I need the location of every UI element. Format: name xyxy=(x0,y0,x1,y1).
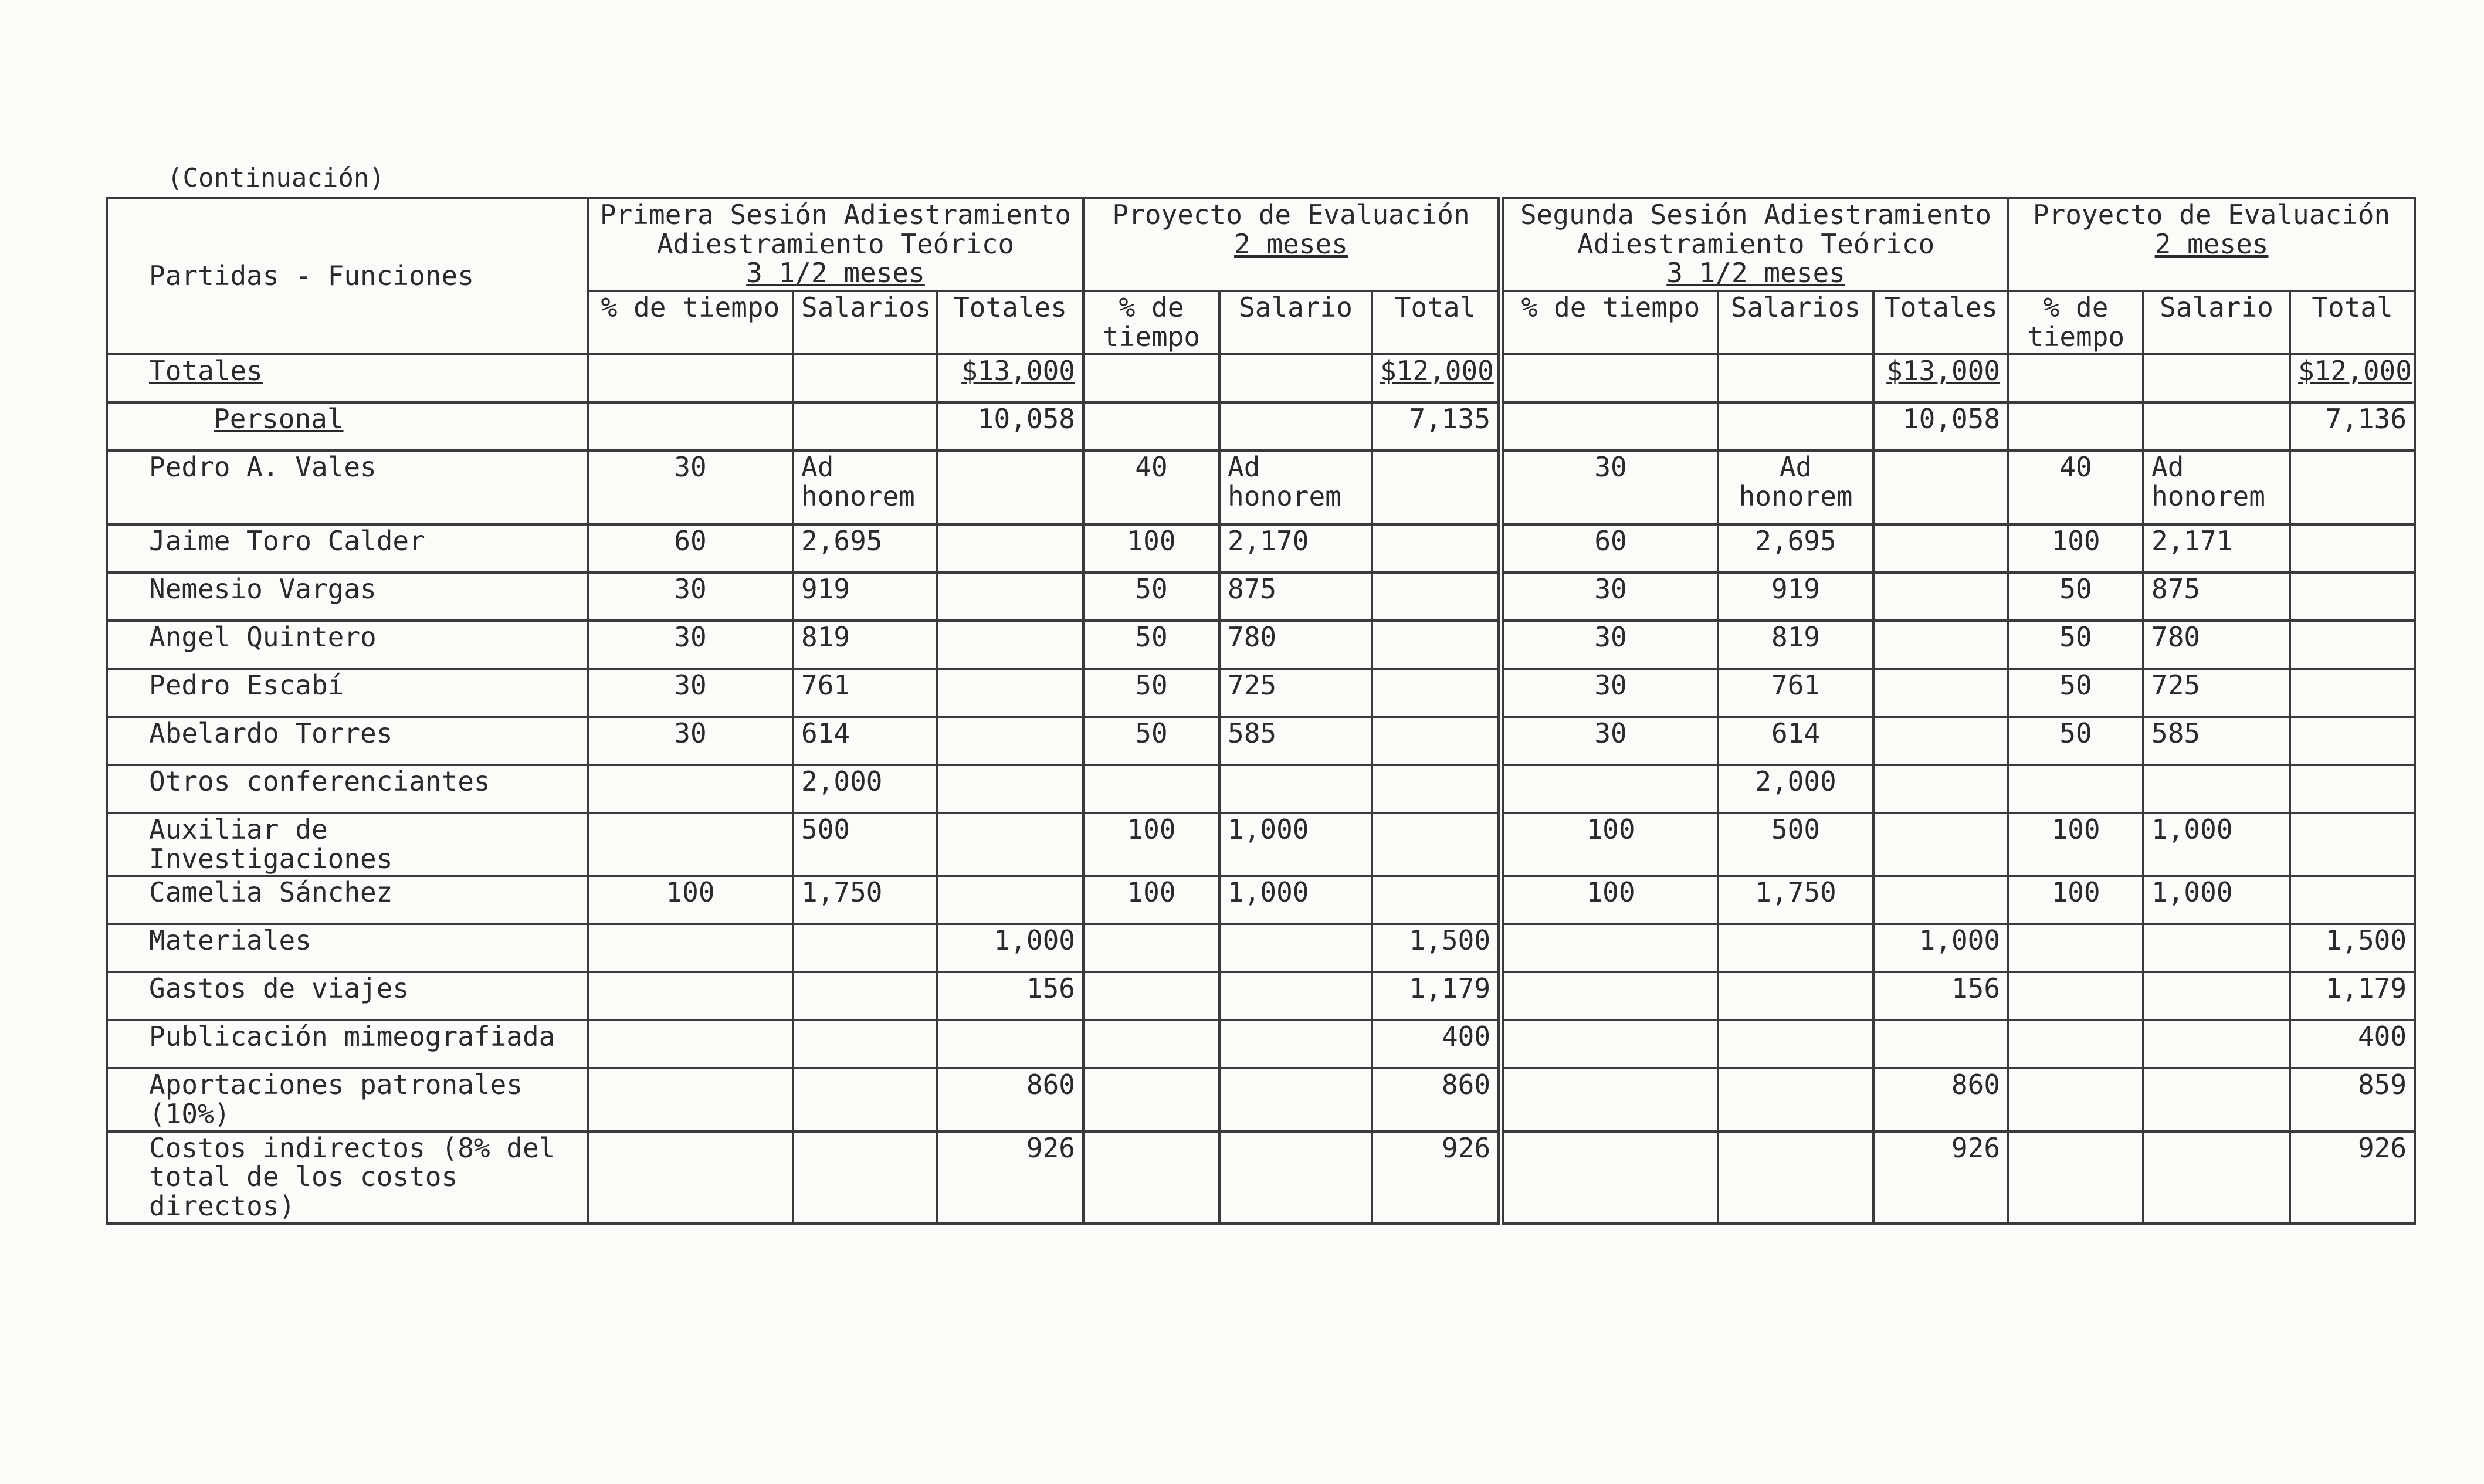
table-cell: Ad honorem xyxy=(793,450,937,524)
table-cell: 725 xyxy=(1219,669,1372,717)
table-cell xyxy=(937,669,1083,717)
section-4-title: Proyecto de Evaluación xyxy=(2032,199,2391,231)
table-cell xyxy=(2008,972,2143,1020)
table-cell xyxy=(2008,1068,2143,1131)
header-partidas: Partidas - Funciones xyxy=(107,198,588,354)
table-cell: 819 xyxy=(793,621,937,669)
table-cell: 2,000 xyxy=(1718,765,1873,813)
table-cell: 819 xyxy=(1718,621,1873,669)
table-cell xyxy=(1219,1068,1372,1131)
table-cell xyxy=(2008,354,2143,402)
table-cell: 875 xyxy=(2143,572,2290,621)
table-cell xyxy=(2008,402,2143,450)
table-cell xyxy=(1873,765,2008,813)
table-row xyxy=(107,765,2415,813)
budget-body xyxy=(107,354,2415,1224)
s2-col-salario: Salario xyxy=(1219,291,1372,354)
table-cell: 585 xyxy=(1219,717,1372,765)
table-cell xyxy=(1083,402,1219,450)
s1-col-salarios: Salarios xyxy=(793,291,937,354)
table-cell xyxy=(1372,765,1501,813)
table-cell: 860 xyxy=(1873,1068,2008,1131)
table-cell: 30 xyxy=(588,450,793,524)
table-cell: 100 xyxy=(2008,524,2143,572)
table-cell xyxy=(937,765,1083,813)
header-section-4 xyxy=(2008,198,2415,291)
table-cell xyxy=(2290,450,2415,524)
table-cell: 614 xyxy=(793,717,937,765)
table-cell xyxy=(793,1068,937,1131)
table-cell xyxy=(793,402,937,450)
table-cell: $12,000 xyxy=(2290,354,2415,402)
table-cell xyxy=(588,765,793,813)
table-row xyxy=(107,621,2415,669)
table-cell xyxy=(1873,876,2008,924)
table-cell: 1,000 xyxy=(2143,813,2290,876)
table-row xyxy=(107,813,2415,876)
table-cell xyxy=(1718,1068,1873,1131)
table-cell xyxy=(1873,450,2008,524)
table-cell xyxy=(1372,813,1501,876)
table-cell: $12,000 xyxy=(1372,354,1501,402)
table-cell xyxy=(2143,765,2290,813)
table-cell xyxy=(1372,572,1501,621)
table-cell xyxy=(937,524,1083,572)
table-cell: 60 xyxy=(1501,524,1718,572)
table-cell xyxy=(1873,813,2008,876)
table-cell: 30 xyxy=(588,621,793,669)
table-cell xyxy=(1873,717,2008,765)
table-cell xyxy=(1501,402,1718,450)
table-cell xyxy=(2290,813,2415,876)
row-label: Auxiliar de Investigaciones xyxy=(107,813,588,876)
table-row xyxy=(107,354,2415,402)
table-cell xyxy=(937,876,1083,924)
table-cell: 60 xyxy=(588,524,793,572)
row-label: Publicación mimeografiada xyxy=(107,1020,588,1068)
table-cell: 919 xyxy=(793,572,937,621)
row-label: Angel Quintero xyxy=(107,621,588,669)
table-cell: 50 xyxy=(2008,717,2143,765)
table-row xyxy=(107,1068,2415,1131)
table-cell xyxy=(1873,669,2008,717)
s1-col-tiempo: % de tiempo xyxy=(588,291,793,354)
table-cell: 585 xyxy=(2143,717,2290,765)
table-cell: 100 xyxy=(2008,813,2143,876)
s4-col-salario: Salario xyxy=(2143,291,2290,354)
table-cell xyxy=(2290,524,2415,572)
row-label: Abelardo Torres xyxy=(107,717,588,765)
table-cell: 7,136 xyxy=(2290,402,2415,450)
section-4-duration: 2 meses xyxy=(2154,228,2269,260)
header-section-1 xyxy=(588,198,1083,291)
table-cell xyxy=(793,354,937,402)
table-cell: 100 xyxy=(1083,813,1219,876)
table-cell xyxy=(2143,354,2290,402)
row-label: Totales xyxy=(107,354,588,402)
table-cell xyxy=(1873,621,2008,669)
table-cell xyxy=(1873,572,2008,621)
table-cell: 100 xyxy=(588,876,793,924)
table-cell: 926 xyxy=(2290,1131,2415,1224)
continuation-label: (Continuación) xyxy=(167,163,385,193)
table-cell: 860 xyxy=(1372,1068,1501,1131)
table-cell: 30 xyxy=(588,717,793,765)
table-cell: 2,695 xyxy=(793,524,937,572)
table-cell xyxy=(1219,924,1372,972)
table-cell: 50 xyxy=(1083,572,1219,621)
table-cell xyxy=(1219,1131,1372,1224)
table-cell xyxy=(2290,669,2415,717)
table-row xyxy=(107,572,2415,621)
table-cell xyxy=(937,813,1083,876)
table-cell xyxy=(2008,1131,2143,1224)
section-2-title: Proyecto de Evaluación xyxy=(1112,199,1470,231)
table-cell xyxy=(588,402,793,450)
table-cell xyxy=(1083,354,1219,402)
table-cell: 2,695 xyxy=(1718,524,1873,572)
table-cell xyxy=(1873,1020,2008,1068)
table-cell xyxy=(1873,524,2008,572)
table-row xyxy=(107,1020,2415,1068)
table-cell xyxy=(1501,924,1718,972)
table-cell xyxy=(1718,924,1873,972)
table-cell xyxy=(1372,876,1501,924)
header-section-2 xyxy=(1083,198,1501,291)
table-cell xyxy=(937,717,1083,765)
table-cell xyxy=(1501,1131,1718,1224)
table-cell xyxy=(588,813,793,876)
table-cell xyxy=(1083,972,1219,1020)
table-cell: 156 xyxy=(937,972,1083,1020)
table-row xyxy=(107,669,2415,717)
table-row xyxy=(107,972,2415,1020)
s1-col-totales: Totales xyxy=(937,291,1083,354)
table-cell: 1,000 xyxy=(1219,876,1372,924)
table-cell xyxy=(2290,876,2415,924)
table-cell xyxy=(1219,354,1372,402)
row-label: Jaime Toro Calder xyxy=(107,524,588,572)
table-cell xyxy=(2290,621,2415,669)
row-label: Materiales xyxy=(107,924,588,972)
table-cell xyxy=(1083,1020,1219,1068)
table-cell: 40 xyxy=(1083,450,1219,524)
table-cell xyxy=(588,1068,793,1131)
table-cell xyxy=(2008,924,2143,972)
s4-col-tiempo: % de tiempo xyxy=(2008,291,2143,354)
table-cell: 500 xyxy=(793,813,937,876)
table-cell xyxy=(1083,1131,1219,1224)
table-cell xyxy=(1501,1068,1718,1131)
table-row xyxy=(107,717,2415,765)
table-cell xyxy=(1718,402,1873,450)
header-row-sections xyxy=(107,198,2415,291)
table-cell xyxy=(1372,450,1501,524)
s2-col-total: Total xyxy=(1372,291,1501,354)
section-3-title: Segunda Sesión Adiestramiento xyxy=(1520,199,1992,231)
table-cell: 400 xyxy=(2290,1020,2415,1068)
table-cell: 10,058 xyxy=(937,402,1083,450)
table-cell: 761 xyxy=(1718,669,1873,717)
table-cell xyxy=(793,1020,937,1068)
table-row xyxy=(107,876,2415,924)
table-cell: 30 xyxy=(588,669,793,717)
table-cell: 30 xyxy=(1501,669,1718,717)
s3-col-salarios: Salarios xyxy=(1718,291,1873,354)
table-cell: 50 xyxy=(2008,669,2143,717)
table-cell xyxy=(1219,1020,1372,1068)
table-cell: 500 xyxy=(1718,813,1873,876)
row-label: Personal xyxy=(107,402,588,450)
table-cell: 859 xyxy=(2290,1068,2415,1131)
table-row xyxy=(107,450,2415,524)
row-label: Camelia Sánchez xyxy=(107,876,588,924)
table-cell xyxy=(937,572,1083,621)
table-cell: 1,000 xyxy=(937,924,1083,972)
table-cell: 1,179 xyxy=(2290,972,2415,1020)
section-1-subtitle: Adiestramiento Teórico xyxy=(656,228,1015,260)
table-cell: 1,750 xyxy=(1718,876,1873,924)
table-cell xyxy=(1083,1068,1219,1131)
table-cell: 40 xyxy=(2008,450,2143,524)
table-cell: 926 xyxy=(1372,1131,1501,1224)
table-cell: 926 xyxy=(937,1131,1083,1224)
table-cell: 7,135 xyxy=(1372,402,1501,450)
table-cell: 156 xyxy=(1873,972,2008,1020)
table-cell: 50 xyxy=(1083,717,1219,765)
table-cell: Ad honorem xyxy=(2143,450,2290,524)
table-cell xyxy=(588,972,793,1020)
table-cell: 926 xyxy=(1873,1131,2008,1224)
table-cell xyxy=(2290,717,2415,765)
table-cell xyxy=(793,1131,937,1224)
table-cell xyxy=(1501,972,1718,1020)
s4-col-total: Total xyxy=(2290,291,2415,354)
table-cell: 1,750 xyxy=(793,876,937,924)
table-cell: 100 xyxy=(1501,813,1718,876)
table-cell xyxy=(1083,765,1219,813)
table-cell xyxy=(2143,1020,2290,1068)
table-cell xyxy=(1718,972,1873,1020)
table-cell: 30 xyxy=(1501,572,1718,621)
header-section-3 xyxy=(1501,198,2008,291)
table-cell xyxy=(588,354,793,402)
table-cell: 400 xyxy=(1372,1020,1501,1068)
table-cell: $13,000 xyxy=(1873,354,2008,402)
table-cell: 2,000 xyxy=(793,765,937,813)
row-label: Nemesio Vargas xyxy=(107,572,588,621)
section-1-duration: 3 1/2 meses xyxy=(746,257,925,289)
table-cell xyxy=(793,972,937,1020)
table-cell xyxy=(1083,924,1219,972)
table-row xyxy=(107,402,2415,450)
table-cell xyxy=(2008,1020,2143,1068)
table-cell: 50 xyxy=(1083,621,1219,669)
table-cell: 780 xyxy=(2143,621,2290,669)
table-cell xyxy=(588,1131,793,1224)
s3-col-tiempo: % de tiempo xyxy=(1501,291,1718,354)
table-cell xyxy=(1501,765,1718,813)
row-label: Pedro Escabí xyxy=(107,669,588,717)
table-cell: 1,500 xyxy=(2290,924,2415,972)
table-cell: 30 xyxy=(1501,621,1718,669)
table-cell xyxy=(2143,972,2290,1020)
table-cell xyxy=(1372,524,1501,572)
table-cell: 1,000 xyxy=(2143,876,2290,924)
table-cell: 2,170 xyxy=(1219,524,1372,572)
budget-table xyxy=(106,197,2416,1225)
table-cell: 780 xyxy=(1219,621,1372,669)
table-cell: 100 xyxy=(1083,876,1219,924)
row-label: Gastos de viajes xyxy=(107,972,588,1020)
row-label: Aportaciones patronales (10%) xyxy=(107,1068,588,1131)
table-cell xyxy=(2143,1068,2290,1131)
table-cell xyxy=(2290,572,2415,621)
table-cell: Ad honorem xyxy=(1219,450,1372,524)
section-2-duration: 2 meses xyxy=(1234,228,1348,260)
table-cell: 100 xyxy=(1083,524,1219,572)
section-3-duration: 3 1/2 meses xyxy=(1666,257,1845,289)
table-cell: 30 xyxy=(1501,717,1718,765)
table-cell xyxy=(1372,717,1501,765)
table-cell: 875 xyxy=(1219,572,1372,621)
table-cell: 50 xyxy=(2008,572,2143,621)
row-label: Pedro A. Vales xyxy=(107,450,588,524)
table-cell: 30 xyxy=(588,572,793,621)
table-cell xyxy=(1718,1020,1873,1068)
table-cell: 1,500 xyxy=(1372,924,1501,972)
table-cell xyxy=(1501,354,1718,402)
row-label: Otros conferenciantes xyxy=(107,765,588,813)
table-cell: 860 xyxy=(937,1068,1083,1131)
table-cell: 100 xyxy=(1501,876,1718,924)
table-row xyxy=(107,924,2415,972)
table-cell xyxy=(1219,402,1372,450)
table-cell xyxy=(588,924,793,972)
table-row xyxy=(107,1131,2415,1224)
table-cell xyxy=(1372,669,1501,717)
s3-col-totales: Totales xyxy=(1873,291,2008,354)
table-cell: 614 xyxy=(1718,717,1873,765)
table-cell: 1,000 xyxy=(1873,924,2008,972)
table-cell: $13,000 xyxy=(937,354,1083,402)
table-cell: 50 xyxy=(1083,669,1219,717)
table-cell xyxy=(1219,765,1372,813)
table-cell: 30 xyxy=(1501,450,1718,524)
table-cell xyxy=(1372,621,1501,669)
table-cell xyxy=(1501,1020,1718,1068)
table-cell xyxy=(937,1020,1083,1068)
table-cell xyxy=(2008,765,2143,813)
table-cell xyxy=(1718,1131,1873,1224)
table-cell: 725 xyxy=(2143,669,2290,717)
table-cell xyxy=(2143,1131,2290,1224)
table-row xyxy=(107,524,2415,572)
table-cell xyxy=(1718,354,1873,402)
table-cell: 919 xyxy=(1718,572,1873,621)
table-cell: 2,171 xyxy=(2143,524,2290,572)
s2-col-tiempo: % de tiempo xyxy=(1083,291,1219,354)
table-cell: 10,058 xyxy=(1873,402,2008,450)
table-cell xyxy=(2143,924,2290,972)
table-cell xyxy=(937,450,1083,524)
table-cell: 50 xyxy=(2008,621,2143,669)
table-cell xyxy=(588,1020,793,1068)
section-3-subtitle: Adiestramiento Teórico xyxy=(1577,228,1935,260)
table-cell: 1,000 xyxy=(1219,813,1372,876)
table-cell xyxy=(2290,765,2415,813)
table-cell xyxy=(793,924,937,972)
section-1-title: Primera Sesión Adiestramiento xyxy=(599,199,1072,231)
table-cell xyxy=(937,621,1083,669)
table-cell: 761 xyxy=(793,669,937,717)
table-cell: 100 xyxy=(2008,876,2143,924)
table-cell xyxy=(1219,972,1372,1020)
table-cell xyxy=(2143,402,2290,450)
table-cell: 1,179 xyxy=(1372,972,1501,1020)
row-label: Costos indirectos (8% del total de los costos directos) xyxy=(107,1131,588,1224)
table-cell: Ad honorem xyxy=(1718,450,1873,524)
